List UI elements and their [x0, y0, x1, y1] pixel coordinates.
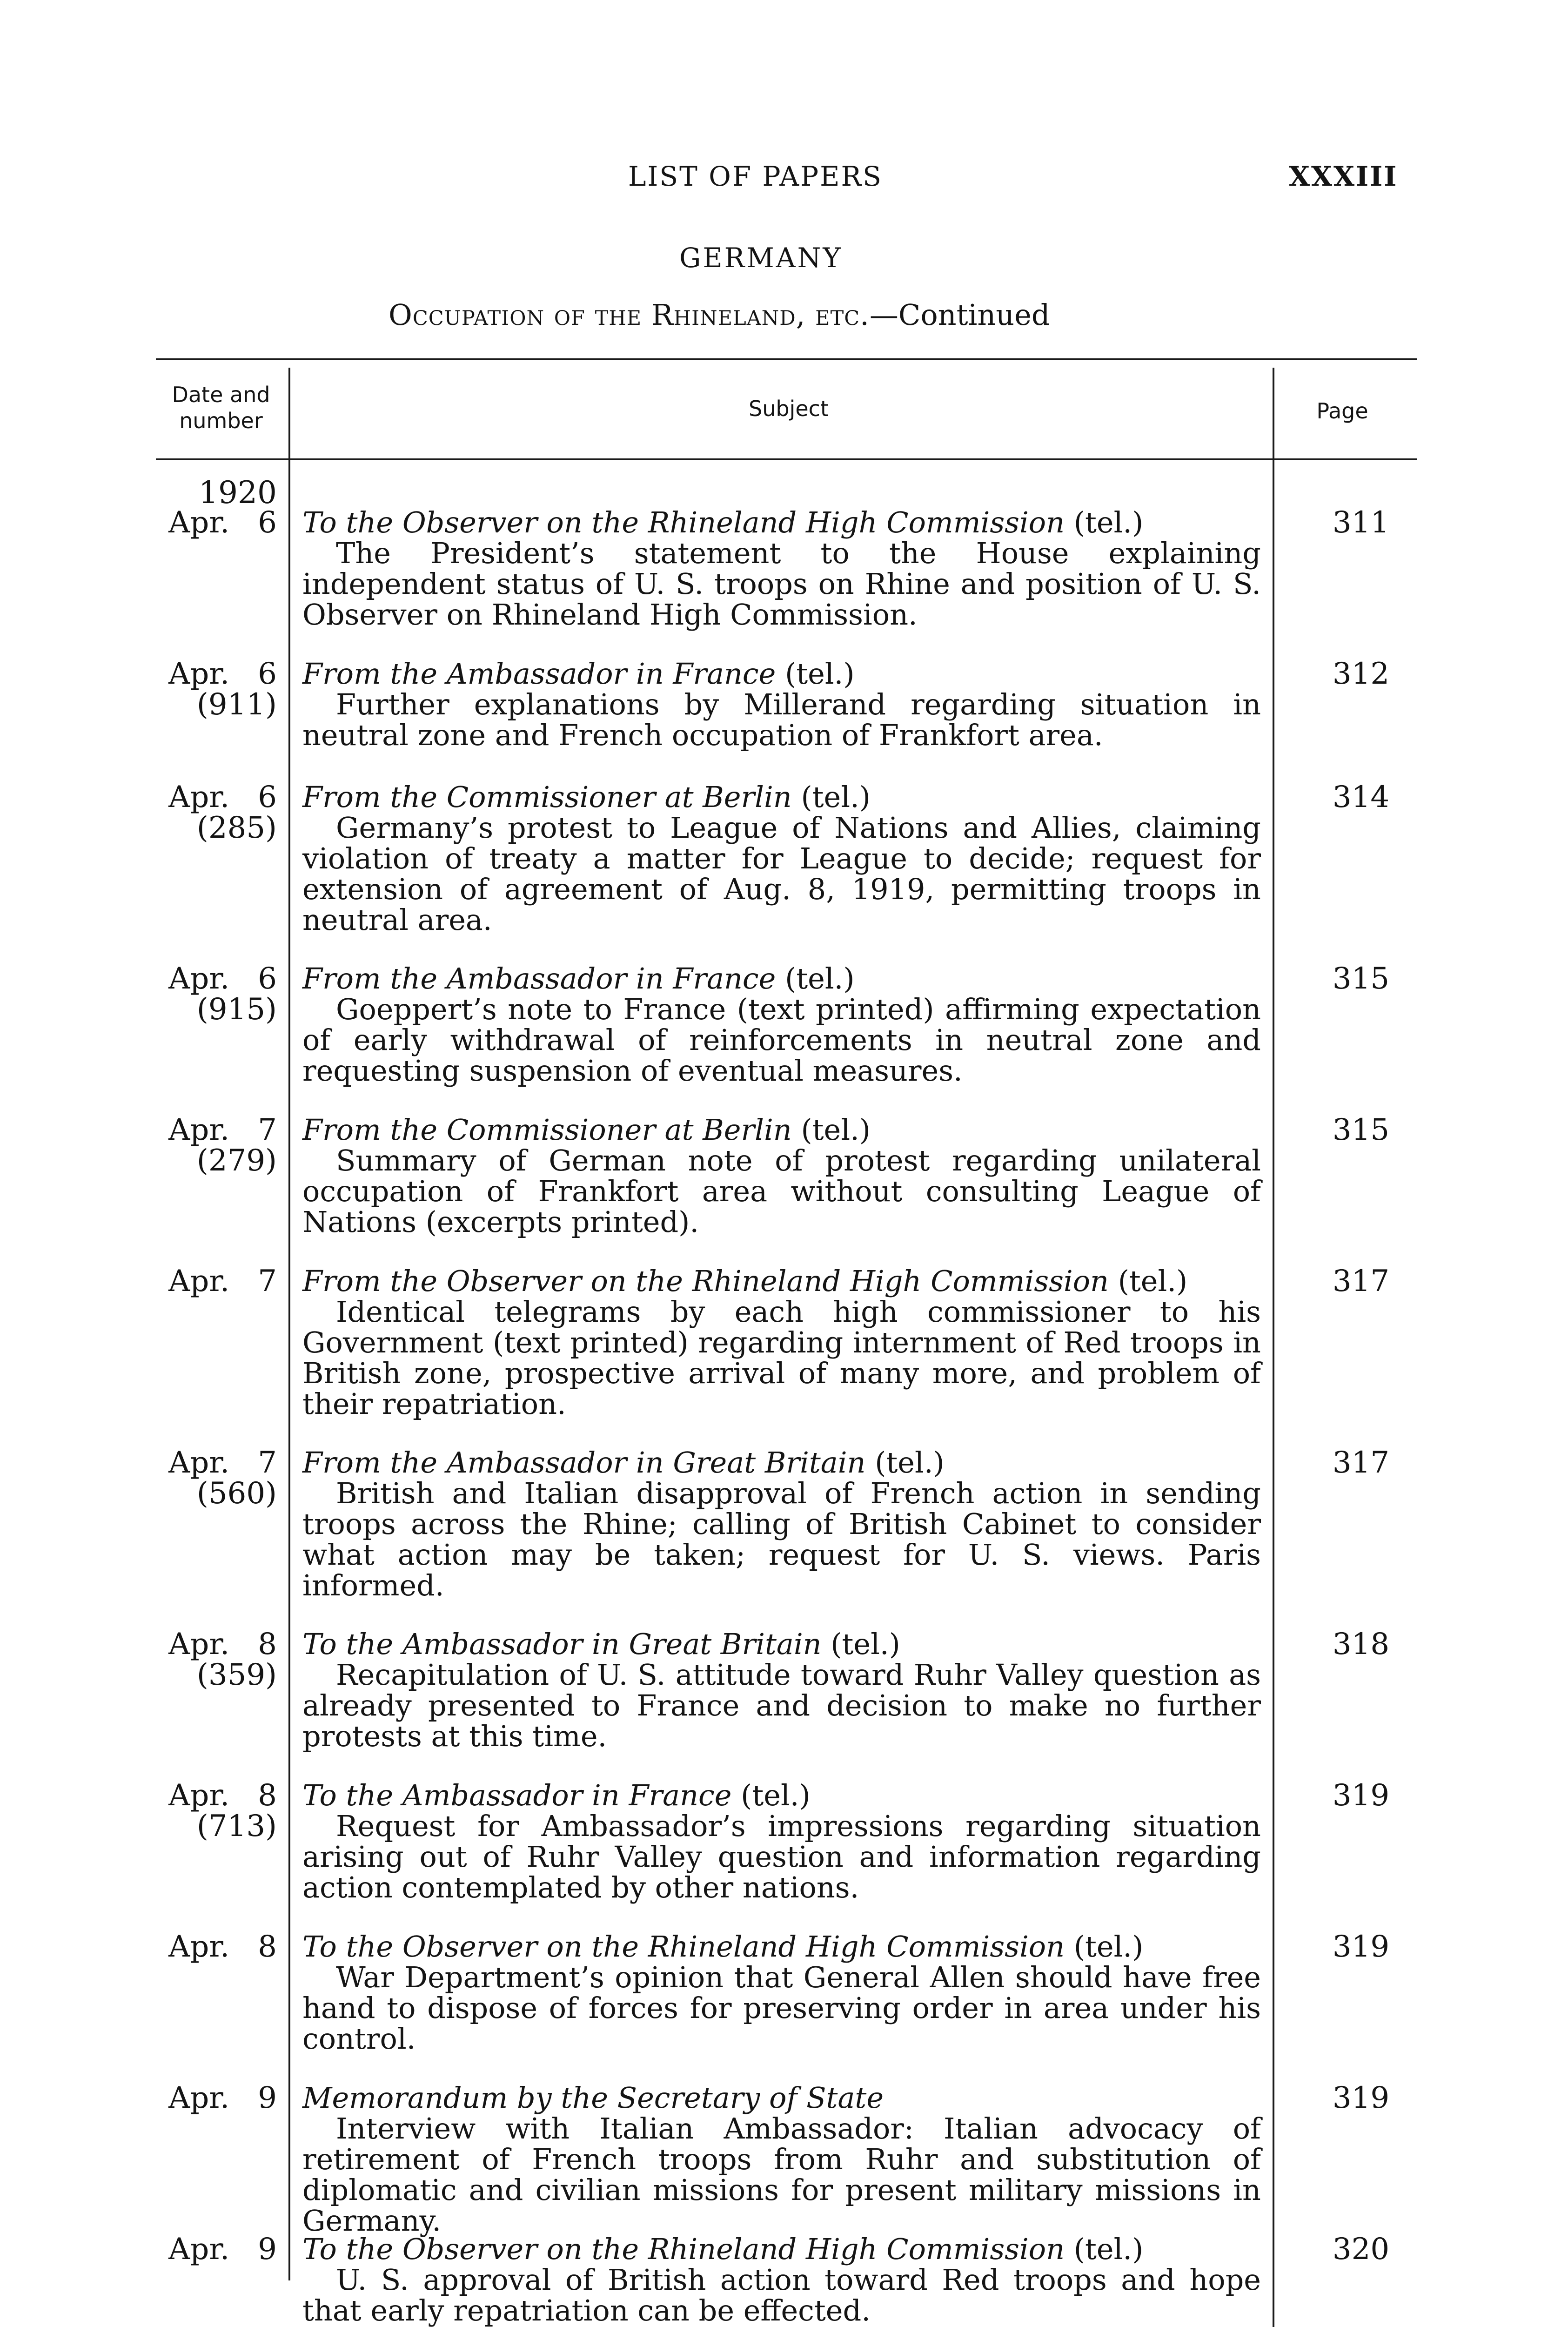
- entry-tel: (tel.): [1073, 505, 1144, 539]
- entry-page: 311: [1332, 505, 1390, 540]
- entry-summary: The President’s statement to the House explaining independent status of U. S. troops on Rhine and position of U. S. Observer on Rhineland High Commission.: [302, 536, 1261, 632]
- entry-page: 318: [1332, 1627, 1390, 1661]
- entry-date-cell: [135, 1266, 277, 1297]
- entry-heading-line: [302, 1447, 1261, 1478]
- entry-number: (713): [196, 1809, 277, 1843]
- entry-tel: (tel.): [1073, 1930, 1144, 1964]
- entry-summary: British and Italian disapproval of French action in sending troops across the Rhine; calling of British Cabinet to consider what action may be taken; request for U. S. views. Paris informed.: [302, 1476, 1261, 1602]
- entry-heading: To the Observer on the Rhineland High Commission: [302, 2232, 1065, 2266]
- entry-tel: (tel.): [741, 1778, 811, 1812]
- column-header-subject: Subject: [749, 396, 829, 421]
- entry-heading: To the Observer on the Rhineland High Commission: [302, 505, 1065, 539]
- year-label: 1920: [199, 475, 277, 511]
- entry-subject: [302, 2083, 1261, 2236]
- entry-number: (279): [196, 1143, 277, 1178]
- entry-subject: [302, 1629, 1261, 1752]
- entry-heading: To the Ambassador in France: [302, 1778, 732, 1812]
- entry-subject: [302, 963, 1261, 1086]
- entry-summary: Interview with Italian Ambassador: Italian advocacy of retirement of French troops from Ruhr and substitution of diplomatic and civilian missions for present military missions in Germany.: [302, 2112, 1261, 2238]
- section-title: Occupation of the Rhineland, etc.: [389, 298, 870, 332]
- entry-page: 312: [1332, 657, 1390, 691]
- entry-subject: [302, 782, 1261, 935]
- entry-date: Apr. 7: [168, 1113, 277, 1147]
- entry-date-cell: [135, 1447, 277, 1509]
- entry-heading-line: [302, 2083, 1261, 2113]
- entry-page: 319: [1332, 1778, 1390, 1813]
- entry-page: 319: [1332, 2081, 1390, 2115]
- entry-date-cell: [135, 1115, 277, 1176]
- entry-page: 315: [1332, 1113, 1390, 1147]
- entry-tel: (tel.): [801, 780, 871, 814]
- entry-date: Apr. 6: [168, 962, 277, 996]
- entry-subject: [302, 1780, 1261, 1903]
- entry-date-cell: [135, 659, 277, 720]
- entry-heading-line: [302, 659, 1261, 689]
- entry-date-cell: [135, 2083, 277, 2113]
- entry-heading-line: [302, 782, 1261, 813]
- column-header-page: Page: [1316, 398, 1368, 424]
- entry-heading: From the Commissioner at Berlin: [302, 1113, 792, 1147]
- entry-subject: [302, 1931, 1261, 2054]
- country-heading: GERMANY: [679, 242, 843, 274]
- entry-number: (285): [196, 811, 277, 845]
- entry-heading: From the Ambassador in Great Britain: [302, 1446, 866, 1480]
- entry-date-cell: [135, 1780, 277, 1842]
- entry-subject: [302, 507, 1261, 630]
- entry-summary: U. S. approval of British action toward Red troops and hope that early repatriation can be effected.: [302, 2263, 1261, 2327]
- entry-heading-line: [302, 1931, 1261, 1962]
- entry-heading-line: [302, 2234, 1261, 2265]
- entry-date-cell: [135, 1931, 277, 1962]
- entry-heading: From the Ambassador in France: [302, 962, 776, 995]
- entry-page: 317: [1332, 1264, 1390, 1298]
- entry-summary: Request for Ambassador’s impressions regarding situation arising out of Ruhr Valley question and information regarding action contemplated by other nations.: [302, 1809, 1261, 1904]
- entry-heading: To the Ambassador in Great Britain: [302, 1627, 822, 1661]
- entry-subject: [302, 1115, 1261, 1237]
- entry-heading: Memorandum by the Secretary of State: [302, 2081, 884, 2115]
- entry-tel: (tel.): [831, 1627, 900, 1661]
- column-divider-left: [288, 368, 290, 2280]
- entry-heading-line: [302, 1266, 1261, 1297]
- entry-date: Apr. 9: [168, 2232, 277, 2266]
- entry-page: 314: [1332, 780, 1390, 814]
- entry-tel: (tel.): [1118, 1264, 1188, 1298]
- entry-date: Apr. 6: [168, 780, 277, 814]
- entry-summary: War Department’s opinion that General Allen should have free hand to dispose of forces for preserving order in area under his control.: [302, 1960, 1261, 2056]
- entry-date: Apr. 6: [168, 505, 277, 540]
- entry-subject: [302, 2234, 1261, 2326]
- entry-summary: Goeppert’s note to France (text printed) affirming expectation of early withdrawal of reinforcements in neutral zone and requesting suspension of eventual measures.: [302, 992, 1261, 1088]
- column-divider-right: [1273, 368, 1274, 2327]
- section-heading: [389, 298, 1050, 332]
- entry-date: Apr. 8: [168, 1627, 277, 1661]
- header-bottom-rule: [156, 458, 1417, 460]
- entry-heading-line: [302, 963, 1261, 994]
- entry-summary: Germany’s protest to League of Nations and Allies, claiming violation of treaty a matter for League to decide; request for extension of agreement of Aug. 8, 1919, permitting troops in neutral area.: [302, 811, 1261, 937]
- entry-heading: From the Commissioner at Berlin: [302, 780, 792, 814]
- entry-subject: [302, 659, 1261, 751]
- entry-heading: To the Observer on the Rhineland High Commission: [302, 1930, 1065, 1964]
- entry-page: 320: [1332, 2232, 1390, 2266]
- entry-date-cell: [135, 2234, 277, 2265]
- entry-subject: [302, 1447, 1261, 1601]
- entry-page: 315: [1332, 962, 1390, 996]
- entry-date: Apr. 6: [168, 657, 277, 691]
- entry-date: Apr. 7: [168, 1264, 277, 1298]
- entry-date: Apr. 7: [168, 1446, 277, 1480]
- entry-tel: (tel.): [785, 657, 855, 691]
- entry-heading-line: [302, 1780, 1261, 1811]
- entry-summary: Summary of German note of protest regarding unilateral occupation of Frankfort area without consulting League of Nations (excerpts printed).: [302, 1143, 1261, 1239]
- entry-heading-line: [302, 1115, 1261, 1145]
- entry-subject: [302, 1266, 1261, 1419]
- entry-summary: Further explanations by Millerand regarding situation in neutral zone and French occupation of Frankfort area.: [302, 687, 1261, 752]
- entry-number: (560): [196, 1476, 277, 1511]
- entry-summary: Recapitulation of U. S. attitude toward Ruhr Valley question as already presented to France and decision to make no further protests at this time.: [302, 1658, 1261, 1753]
- entry-page: 319: [1332, 1930, 1390, 1964]
- entry-tel: (tel.): [1073, 2232, 1144, 2266]
- entry-date: Apr. 8: [168, 1778, 277, 1813]
- column-header-date: Date and number: [172, 382, 270, 433]
- entry-heading-line: [302, 1629, 1261, 1660]
- entry-date-cell: [135, 1629, 277, 1690]
- entry-page: 317: [1332, 1446, 1390, 1480]
- entry-date: Apr. 9: [168, 2081, 277, 2115]
- entry-date-cell: [135, 507, 277, 538]
- entry-summary: Identical telegrams by each high commissioner to his Government (text printed) regarding internment of Red troops in British zone, prospective arrival of many more, and problem of their repatriation.: [302, 1295, 1261, 1421]
- entry-heading: From the Ambassador in France: [302, 657, 776, 691]
- entry-heading: From the Observer on the Rhineland High Commission: [302, 1264, 1109, 1298]
- entry-number: (359): [196, 1658, 277, 1692]
- entry-number: (915): [196, 992, 277, 1027]
- entry-date-cell: [135, 963, 277, 1025]
- page-number: XXXIII: [1289, 161, 1398, 192]
- section-continued: —Continued: [869, 298, 1050, 332]
- entry-date: Apr. 8: [168, 1930, 277, 1964]
- entry-heading-line: [302, 507, 1261, 538]
- table-top-rule: [156, 358, 1417, 360]
- entry-date-cell: [135, 782, 277, 843]
- entry-tel: (tel.): [801, 1113, 871, 1147]
- entry-tel: (tel.): [875, 1446, 945, 1480]
- entry-number: (911): [196, 687, 277, 722]
- running-title: LIST OF PAPERS: [628, 161, 883, 192]
- running-head: [0, 161, 1568, 202]
- entry-tel: (tel.): [785, 962, 855, 995]
